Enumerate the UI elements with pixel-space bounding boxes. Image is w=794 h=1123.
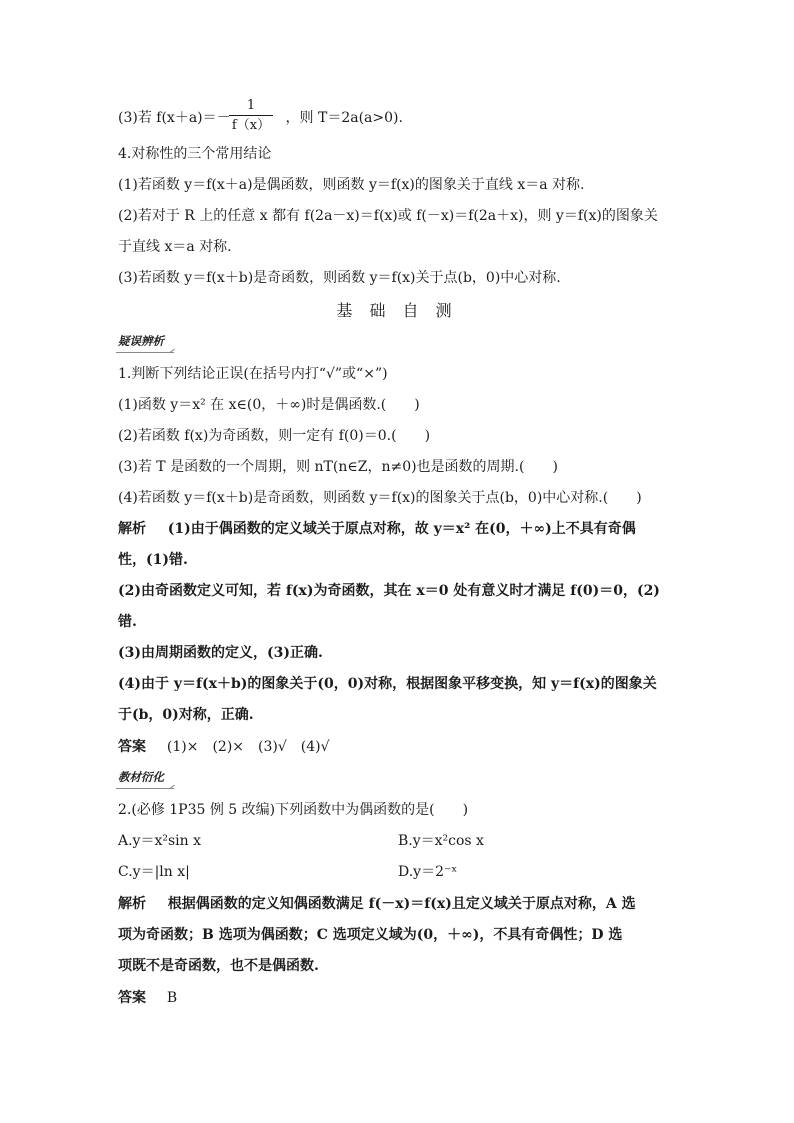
q2-answer-text: B <box>166 990 178 1006</box>
tag-textbook <box>118 769 164 785</box>
fraction-denominator: f（x） <box>231 118 271 133</box>
symmetry-item-2-line-2: 于直线 x＝a 对称. <box>118 239 232 255</box>
q1-solution-2-line-1: (2)由奇函数定义可知，若 f(x)为奇函数，其在 x＝0 处有意义时才满足 f(0)＝0，(2) <box>118 583 660 599</box>
tag-analysis-label: 疑误辨析 <box>118 334 164 348</box>
q2-solution-line-2: 项为奇函数；B 选项为偶函数；C 选项定义域为(0，＋∞)，不具有奇偶性；D 选 <box>118 927 623 943</box>
q1-solution-1-text: (1)由于偶函数的定义域关于原点对称，故 y＝x² 在(0，＋∞)上不具有奇偶 <box>167 521 636 537</box>
q1-solution-4-line-1: (4)由于 y＝f(x＋b)的图象关于(0，0)对称，根据图象平移变换，知 y＝f(x)的图象关 <box>118 676 657 692</box>
q2-solution-label: 解析 <box>118 896 146 912</box>
q1-solution-3: (3)由周期函数的定义，(3)正确. <box>118 645 323 661</box>
q2-solution-line-1 <box>118 894 636 914</box>
q2-solution-text: 根据偶函数的定义知偶函数满足 f(－x)＝f(x)且定义域关于原点对称，A 选 <box>167 896 636 912</box>
q1-statement-1: (1)函数 y＝x² 在 x∈(0，＋∞)时是偶函数.( ) <box>118 397 420 413</box>
periodicity-item-3-suffix: ，则 T＝2a(a>0). <box>285 110 403 126</box>
periodicity-item-3-prefix: (3)若 f(x＋a)＝－ <box>118 110 231 126</box>
q1-solution-1-line-2: 性，(1)错. <box>118 552 188 568</box>
tag-textbook-label: 教材衍化 <box>118 770 164 784</box>
symmetry-item-1: (1)若函数 y＝f(x＋a)是偶函数，则函数 y＝f(x)的图象关于直线 x＝a 对称. <box>118 177 585 193</box>
periodicity-fraction <box>229 98 273 134</box>
section-heading: 基 础 自 测 <box>336 301 458 320</box>
q2-option-b: B.y＝x²cos x <box>398 833 484 849</box>
q1-solution-4-line-2: 于(b，0)对称，正确. <box>118 707 254 723</box>
q1-stem: 1.判断下列结论正误(在括号内打“√”或“×”) <box>118 366 388 382</box>
q1-statement-2: (2)若函数 f(x)为奇函数，则一定有 f(0)＝0.( ) <box>118 428 431 444</box>
fraction-bar <box>229 115 273 116</box>
q2-option-d: D.y＝2⁻ˣ <box>398 864 458 880</box>
q1-solution-1-line-1 <box>118 519 636 539</box>
q1-answer-label: 答案 <box>118 739 146 755</box>
q1-statement-4: (4)若函数 y＝f(x＋b)是奇函数，则函数 y＝f(x)的图象关于点(b，0)中心对称.( ) <box>118 490 642 506</box>
tag-analysis <box>118 333 164 349</box>
tag-underline <box>116 788 174 789</box>
q1-solution-label: 解析 <box>118 521 146 537</box>
q2-solution-line-3: 项既不是奇函数，也不是偶函数. <box>118 958 319 974</box>
q1-solution-2-line-2: 错. <box>118 614 137 630</box>
q1-statement-3: (3)若 T 是函数的一个周期，则 nT(n∈Z，n≠0)也是函数的周期.( ) <box>118 459 558 475</box>
q2-option-c: C.y＝|ln x| <box>118 864 190 880</box>
tag-underline <box>116 352 174 353</box>
fraction-numerator: 1 <box>246 98 256 113</box>
q1-answer <box>118 737 330 757</box>
symmetry-title: 4.对称性的三个常用结论 <box>118 146 272 162</box>
q1-answer-text: (1)× (2)× (3)√ (4)√ <box>166 739 330 755</box>
symmetry-item-2-line-1: (2)若对于 R 上的任意 x 都有 f(2a－x)＝f(x)或 f(－x)＝f(2a＋x)，则 y＝f(x)的图象关 <box>118 208 658 224</box>
symmetry-item-3: (3)若函数 y＝f(x＋b)是奇函数，则函数 y＝f(x)关于点(b，0)中心对称. <box>118 270 561 286</box>
q2-option-a: A.y＝x²sin x <box>118 833 202 849</box>
q2-answer <box>118 988 177 1008</box>
q2-answer-label: 答案 <box>118 990 146 1006</box>
q2-stem: 2.(必修 1P35 例 5 改编)下列函数中为偶函数的是( ) <box>118 802 469 818</box>
